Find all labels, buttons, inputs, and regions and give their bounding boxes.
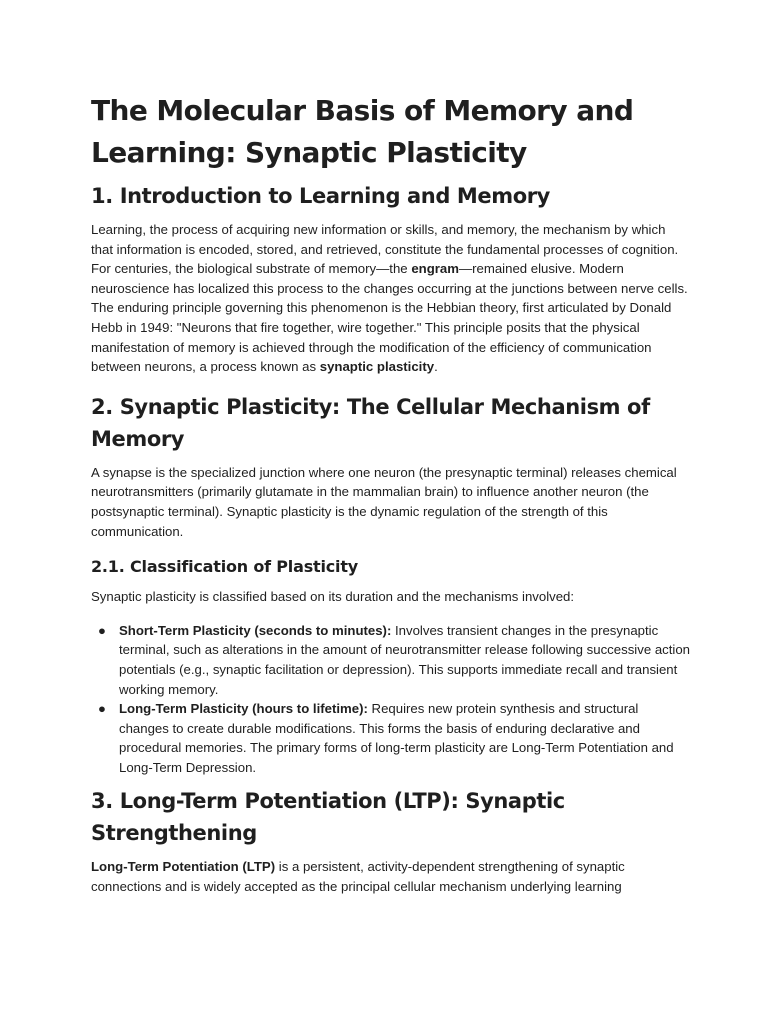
section-1-text-c: —remained elusive. Modern neuroscience has localized this process to the changes occurring at the junctions between nerve cells. The enduring principle governing this phenomenon is the Hebbian theory, first articulated by Donald Hebb in 1949: "Neurons that fire together, wire together." This principle posits that the physical manifestation of memory is achieved through the modification of the efficiency of communication between neurons, a process known as (91, 261, 688, 375)
document-title: The Molecular Basis of Memory and Learning: Synaptic Plasticity (91, 94, 634, 169)
section-1-paragraph (91, 220, 691, 377)
list-item (91, 699, 691, 777)
section-3-text: is a persistent, activity-dependent strengthening of synaptic connections and is widely accepted as the principal cellular mechanism underlying learning (91, 859, 625, 895)
section-1-text-e: . (434, 359, 438, 375)
bullet-icon: ● (98, 701, 106, 717)
section-1-heading: 1. Introduction to Learning and Memory (91, 184, 550, 208)
section-2-heading: 2. Synaptic Plasticity: The Cellular Mechanism of Memory (91, 394, 650, 451)
list-item-term: Long-Term Plasticity (hours to lifetime): (119, 701, 368, 717)
subsection-2-1-intro: Synaptic plasticity is classified based on its duration and the mechanisms involved: (91, 589, 575, 605)
synaptic-plasticity-term: synaptic plasticity (319, 359, 435, 375)
list-item-text: Requires new protein synthesis and structural changes to create durable modifications. This forms the basis of enduring declarative and procedural memories. The primary forms of long-term plasticity are Long-Term Potentiation and Long-Term Depression. (119, 701, 674, 775)
section-1-text-a: Learning, the process of acquiring new information or skills, and memory, the mechanism by which that information is encoded, stored, and retrieved, constitute the fundamental processes of cognition. For centuries, the biological substrate of memory—the (91, 222, 679, 277)
bullet-icon: ● (98, 622, 106, 638)
list-item-text: Involves transient changes in the presynaptic terminal, such as alterations in the amount of neurotransmitter release following successive action potentials (e.g., synaptic facilitation or depression). This supports immediate recall and transient working memory. (119, 622, 691, 697)
plasticity-list (91, 621, 691, 778)
subsection-2-1-heading: 2.1. Classification of Plasticity (91, 557, 358, 577)
section-2-paragraph: A synapse is the specialized junction where one neuron (the presynaptic terminal) releases chemical neurotransmitters (primarily glutamate in the mammalian brain) to influence another neuron (the postsynaptic terminal). Synaptic plasticity is the dynamic regulation of the strength of this communication. (91, 464, 677, 539)
list-item-term: Short-Term Plasticity (seconds to minutes): (119, 622, 392, 638)
section-3-heading: 3. Long-Term Potentiation (LTP): Synaptic Strengthening (91, 789, 565, 846)
list-item (91, 621, 691, 699)
section-3-paragraph (91, 857, 691, 896)
ltp-term: Long-Term Potentiation (LTP) (91, 859, 276, 875)
engram-term: engram (411, 261, 459, 277)
document-page (91, 90, 691, 911)
